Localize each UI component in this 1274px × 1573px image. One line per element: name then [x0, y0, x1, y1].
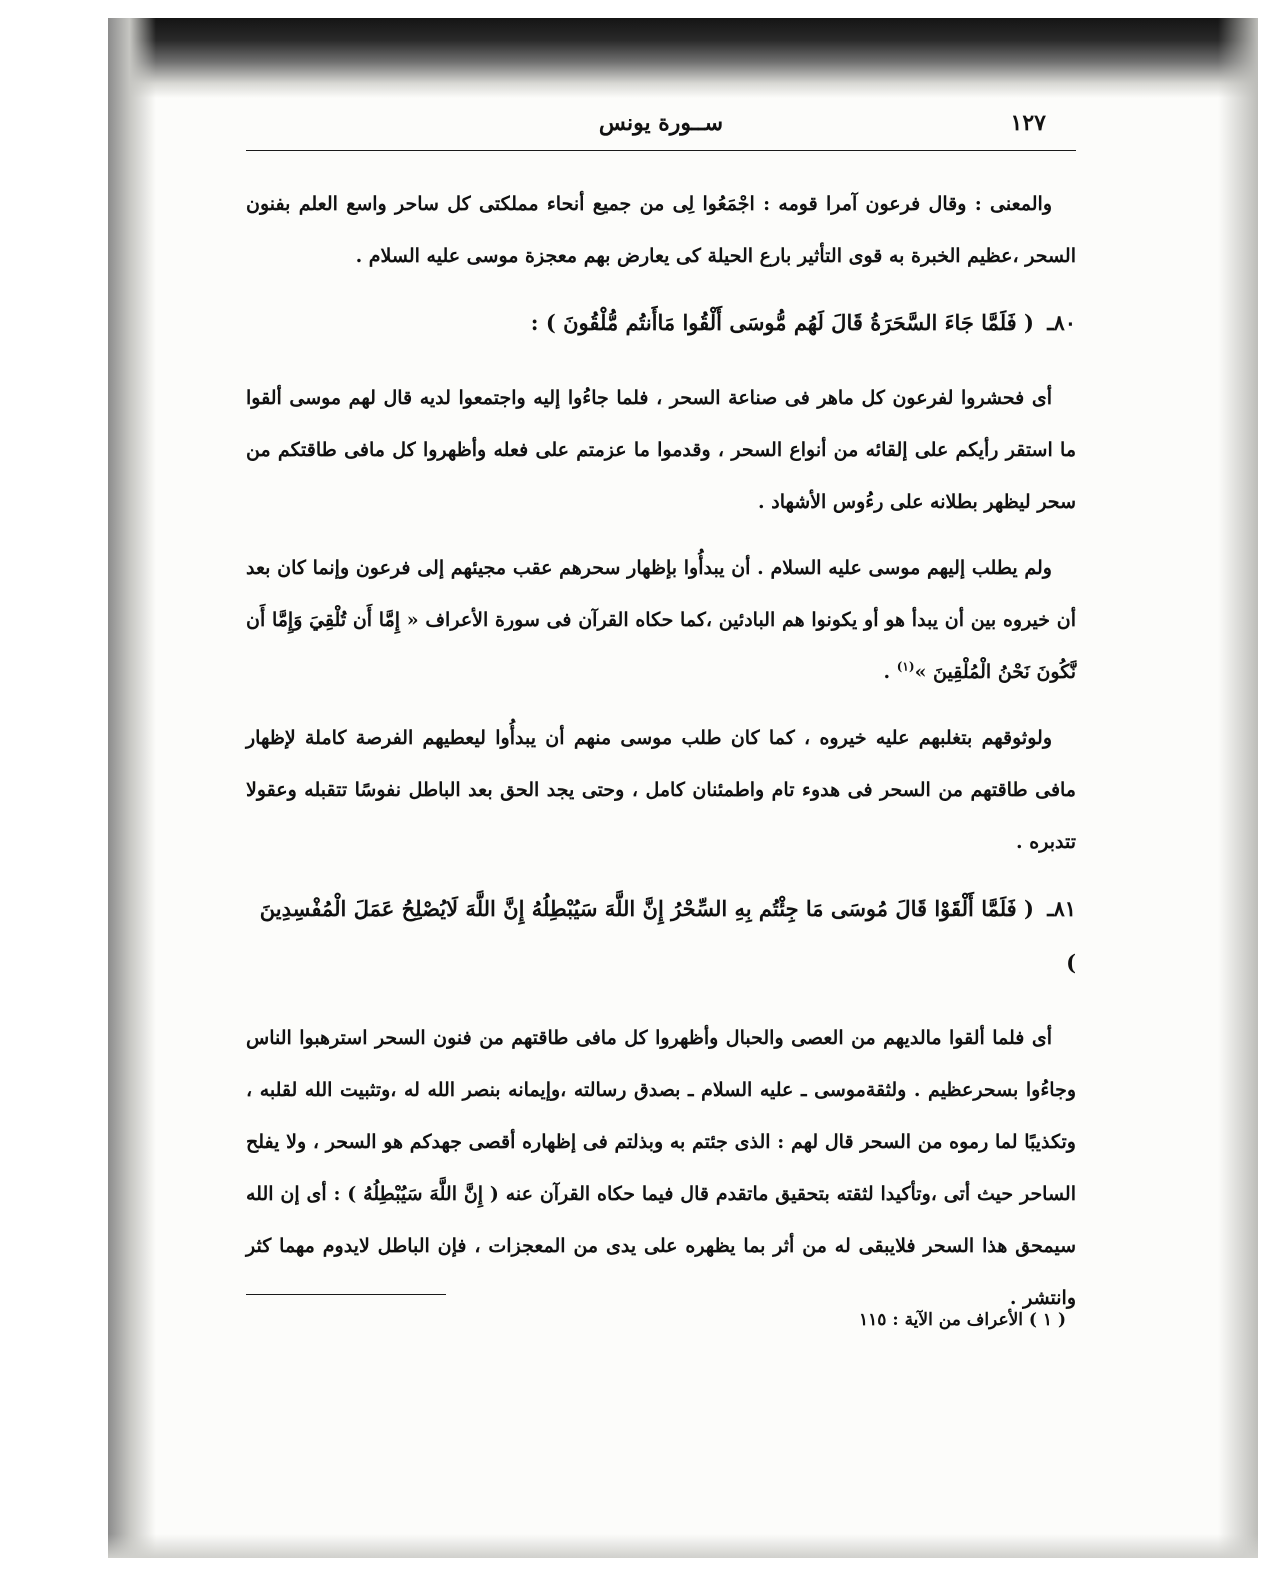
verse-81: [246, 882, 1076, 990]
verse-80: [246, 296, 1076, 350]
footnote-divider: [246, 1294, 446, 1295]
surah-title: ســورة يونس: [598, 110, 724, 136]
commentary-body: [246, 178, 1076, 1338]
paragraph-explanation-80: أى فحشروا لفرعون كل ماهر فى صناعة السحر ، فلما جاءُوا إليه واجتمعوا لديه قال لهم موسى ألقوا ما استقر رأيكم على إلقائه من أنواع السحر ، وقدموا ما عزمتم على فعله وأظهروا كل مافى طاقتكم من سحر ليظهر بطلانه على رءُوس الأشهاد .: [246, 387, 1076, 513]
paragraph-choice-text: ولم يطلب إليهم موسى عليه السلام . أن يبدأُوا بإظهار سحرهم عقب مجيئهم إلى فرعون وإنما كان بعد أن خيروه بين أن يبدأ هو أو يكونوا هم البادئين ،كما حكاه القرآن فى سورة الأعراف « إِمَّا أَن تُلْقِيَ وَإِمَّا أَن نَّكُونَ نَحْنُ الْمُلْقِينَ »: [246, 557, 1076, 683]
footnote: ( ١ ) الأعراف من الآية : ١١٥: [859, 1310, 1066, 1330]
verse-text: ( فَلَمَّا أَلْقَوْا قَالَ مُوسَى مَا جِئْتُم بِهِ السِّحْرُ إِنَّ اللَّهَ سَيُبْطِلُهُ إِنَّ اللَّهَ لَايُصْلِحُ عَمَلَ الْمُفْسِدِينَ ): [259, 896, 1076, 975]
paragraph-explanation-81: أى فلما ألقوا مالديهم من العصى والحبال وأظهروا كل مافى طاقتهم من فنون السحر استرهبوا الناس وجاءُوا بسحرعظيم . ولثقةموسى ـ عليه السلام ـ بصدق رسالته ،وإيمانه بنصر الله له ،وتثبيت الله لقلبه ، وتكذيبًا لما رموه من السحر قال لهم : الذى جئتم به وبذلتم فى إظهاره أقصى جهدكم هو السحر ، ولا يفلح الساحر حيث أتى ،وتأكيدا لثقته بتحقيق ماتقدم قال فيما حكاه القرآن عنه ( إِنَّ اللَّهَ سَيُبْطِلُهُ ) : أى إن الله سيمحق هذا السحر فلايبقى له من أثر بما يظهره على يدى من المعجزات ، فإن الباطل لايدوم مهما كثر وانتشر .: [246, 1027, 1076, 1309]
footnote-reference[interactable]: (١): [896, 659, 915, 674]
running-header: [246, 104, 1076, 151]
paragraph-meaning: والمعنى : وقال فرعون آمرا قومه : اجْمَعُوا لِى من جميع أنحاء مملكتى كل ساحر واسع العلم بفنون السحر ،عظيم الخبرة به قوى التأثير بارع الحيلة كى يعارض بهم معجزة موسى عليه السلام .: [246, 193, 1076, 267]
paragraph-choice: [246, 542, 1076, 698]
scan-shadow-top: [108, 18, 1258, 98]
page-number: ١٢٧: [1010, 110, 1046, 136]
paragraph-choice-end: .: [883, 661, 897, 683]
scan-shadow-right: [1218, 18, 1258, 1558]
scan-shadow-left: [108, 18, 156, 1558]
verse-number: ٨١ـ: [1047, 896, 1076, 921]
paragraph-confidence: ولوثوقهم بتغلبهم عليه خيروه ، كما كان طلب موسى منهم أن يبدأُوا ليعطيهم الفرصة كاملة لإظهار مافى طاقتهم من السحر فى هدوء تام واطمئنان كامل ، وحتى يجد الحق بعد الباطل نفوسًا تتقبله وعقولا تتدبره .: [246, 727, 1076, 853]
verse-number: ٨٠ـ: [1047, 310, 1076, 335]
verse-text: ( فَلَمَّا جَاءَ السَّحَرَةُ قَالَ لَهُم مُّوسَى أَلْقُوا مَاأَنتُم مُّلْقُونَ ) :: [530, 310, 1034, 335]
scan-shadow-bottom: [108, 1534, 1258, 1558]
page-content: [246, 104, 1076, 1484]
